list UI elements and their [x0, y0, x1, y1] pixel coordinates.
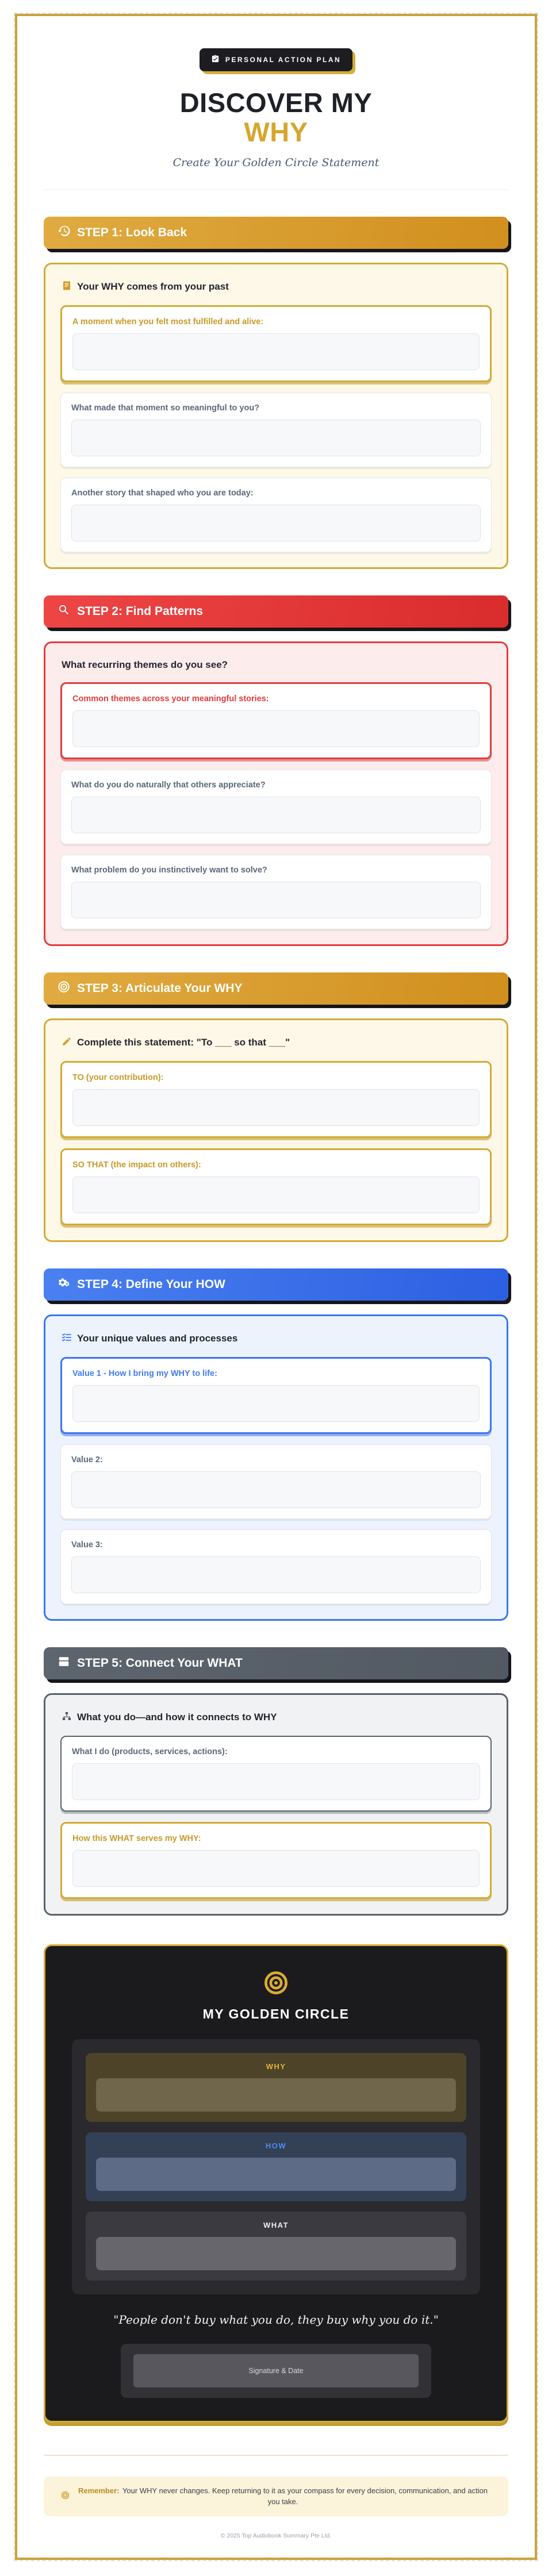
plan-badge-label: PERSONAL ACTION PLAN	[225, 56, 342, 64]
sitemap-icon	[62, 1711, 72, 1724]
field-card	[60, 1736, 492, 1812]
field-card	[60, 305, 492, 382]
signature-field[interactable]: Signature & Date	[133, 2354, 419, 2387]
page-title	[44, 89, 508, 147]
step-3-section	[44, 972, 508, 1242]
checklist-icon	[62, 1332, 72, 1345]
step-2-section	[44, 595, 508, 946]
golden-circle-what-ring	[86, 2212, 466, 2281]
field-label: TO (your contribution):	[72, 1072, 164, 1082]
step-1-card	[44, 263, 508, 569]
field-card	[60, 1148, 492, 1225]
step-5-title: STEP 5: Connect Your WHAT	[77, 1656, 243, 1670]
step-4-section	[44, 1268, 508, 1621]
input-to-contribution[interactable]	[72, 1089, 480, 1126]
copyright: © 2025 Top Audiobook Summary Pte Ltd.	[220, 2532, 332, 2539]
gears-icon	[57, 1277, 70, 1293]
input-what-serves-why[interactable]	[72, 1850, 480, 1887]
step-3-heading: Complete this statement: "To ___ so that ___"	[62, 1036, 492, 1049]
step-2-header	[44, 595, 508, 628]
history-icon	[57, 225, 70, 241]
field-card	[60, 478, 492, 552]
input-so-that-impact[interactable]	[72, 1176, 480, 1213]
input-shaping-story[interactable]	[71, 505, 481, 541]
field-label: A moment when you felt most fulfilled and alive:	[72, 317, 264, 326]
input-golden-what[interactable]	[96, 2237, 456, 2270]
worksheet	[15, 14, 537, 2560]
golden-circle-panel	[72, 2039, 480, 2294]
step-5-section	[44, 1647, 508, 1916]
input-golden-how[interactable]	[96, 2158, 456, 2191]
step-4-title: STEP 4: Define Your HOW	[77, 1277, 225, 1291]
field-card	[60, 1357, 492, 1434]
input-moment-meaning[interactable]	[71, 420, 481, 456]
field-label: Another story that shaped who you are today:	[71, 488, 254, 498]
field-label: What I do (products, services, actions):	[72, 1747, 228, 1756]
input-problem-to-solve[interactable]	[71, 882, 481, 918]
step-2-heading: What recurring themes do you see?	[62, 659, 228, 670]
field-card	[60, 1061, 492, 1138]
step-5-heading: What you do—and how it connects to WHY	[62, 1711, 492, 1724]
field-card	[60, 682, 492, 759]
field-card	[60, 770, 492, 844]
reminder-note	[44, 2477, 508, 2516]
input-value-2[interactable]	[71, 1471, 481, 1508]
step-2-card	[44, 641, 508, 946]
bullseye-icon	[72, 1970, 480, 1998]
field-label: How this WHAT serves my WHY:	[72, 1833, 201, 1843]
page-title-top: DISCOVER MY	[179, 87, 373, 118]
why-label: WHY	[266, 2062, 286, 2071]
field-label: Value 1 - How I bring my WHY to life:	[72, 1368, 217, 1378]
step-1-heading: Your WHY comes from your past	[62, 280, 492, 294]
step-3-card	[44, 1018, 508, 1242]
reminder-text	[75, 2485, 491, 2508]
field-label: What problem do you instinctively want to solve?	[71, 865, 267, 875]
step-4-header	[44, 1268, 508, 1301]
box-icon	[57, 1655, 70, 1671]
step-1-section	[44, 217, 508, 569]
golden-circle-why-ring	[86, 2053, 466, 2122]
step-5-header	[44, 1647, 508, 1679]
page-subtitle: Create Your Golden Circle Statement	[172, 156, 379, 169]
reminder-lead: Remember:	[78, 2486, 120, 2495]
page-title-accent: WHY	[244, 116, 308, 147]
field-card	[60, 1444, 492, 1519]
input-golden-why[interactable]	[96, 2078, 456, 2112]
golden-circle-title: MY GOLDEN CIRCLE	[202, 2006, 350, 2021]
signature-box	[121, 2344, 431, 2398]
hero	[44, 48, 508, 169]
field-label: SO THAT (the impact on others):	[72, 1160, 201, 1170]
input-value-1[interactable]	[72, 1385, 480, 1422]
field-card	[60, 1822, 492, 1899]
footer-divider	[44, 2455, 508, 2456]
step-3-title: STEP 3: Articulate Your WHY	[77, 981, 243, 995]
step-1-header	[44, 217, 508, 249]
input-what-i-do[interactable]	[72, 1763, 480, 1800]
golden-circle-how-ring	[86, 2132, 466, 2201]
field-card	[60, 855, 492, 929]
input-natural-strengths[interactable]	[71, 797, 481, 833]
step-4-heading: Your unique values and processes	[62, 1332, 492, 1345]
input-fulfilled-moment[interactable]	[72, 333, 480, 370]
search-icon	[57, 603, 70, 620]
step-4-card	[44, 1314, 508, 1621]
field-label: What do you do naturally that others appreciate?	[71, 780, 266, 790]
plan-badge	[200, 48, 352, 71]
pencil-icon	[62, 1036, 72, 1049]
how-label: HOW	[265, 2141, 287, 2150]
field-card	[60, 393, 492, 467]
bullseye-icon	[61, 2491, 70, 2501]
step-1-title: STEP 1: Look Back	[77, 225, 187, 239]
input-common-themes[interactable]	[72, 710, 480, 747]
golden-circle-section	[44, 1944, 508, 2423]
step-3-header	[44, 972, 508, 1005]
book-icon	[62, 280, 72, 294]
input-value-3[interactable]	[71, 1556, 481, 1593]
field-label: Common themes across your meaningful stories:	[72, 694, 269, 703]
field-label: Value 3:	[71, 1540, 103, 1550]
step-5-card	[44, 1693, 508, 1916]
quote: "People don't buy what you do, they buy why you do it."	[113, 2312, 439, 2327]
what-label: WHAT	[263, 2220, 289, 2229]
field-label: What made that moment so meaningful to you?	[71, 403, 260, 413]
field-card	[60, 1529, 492, 1604]
clipboard-icon	[211, 55, 220, 65]
field-label: Value 2:	[71, 1455, 103, 1464]
reminder-body: Your WHY never changes. Keep returning to it as your compass for every decision, communication, and action you take.	[122, 2486, 488, 2506]
step-2-title: STEP 2: Find Patterns	[77, 604, 203, 618]
target-icon	[57, 981, 70, 997]
worksheet-outer-border	[14, 13, 538, 2561]
